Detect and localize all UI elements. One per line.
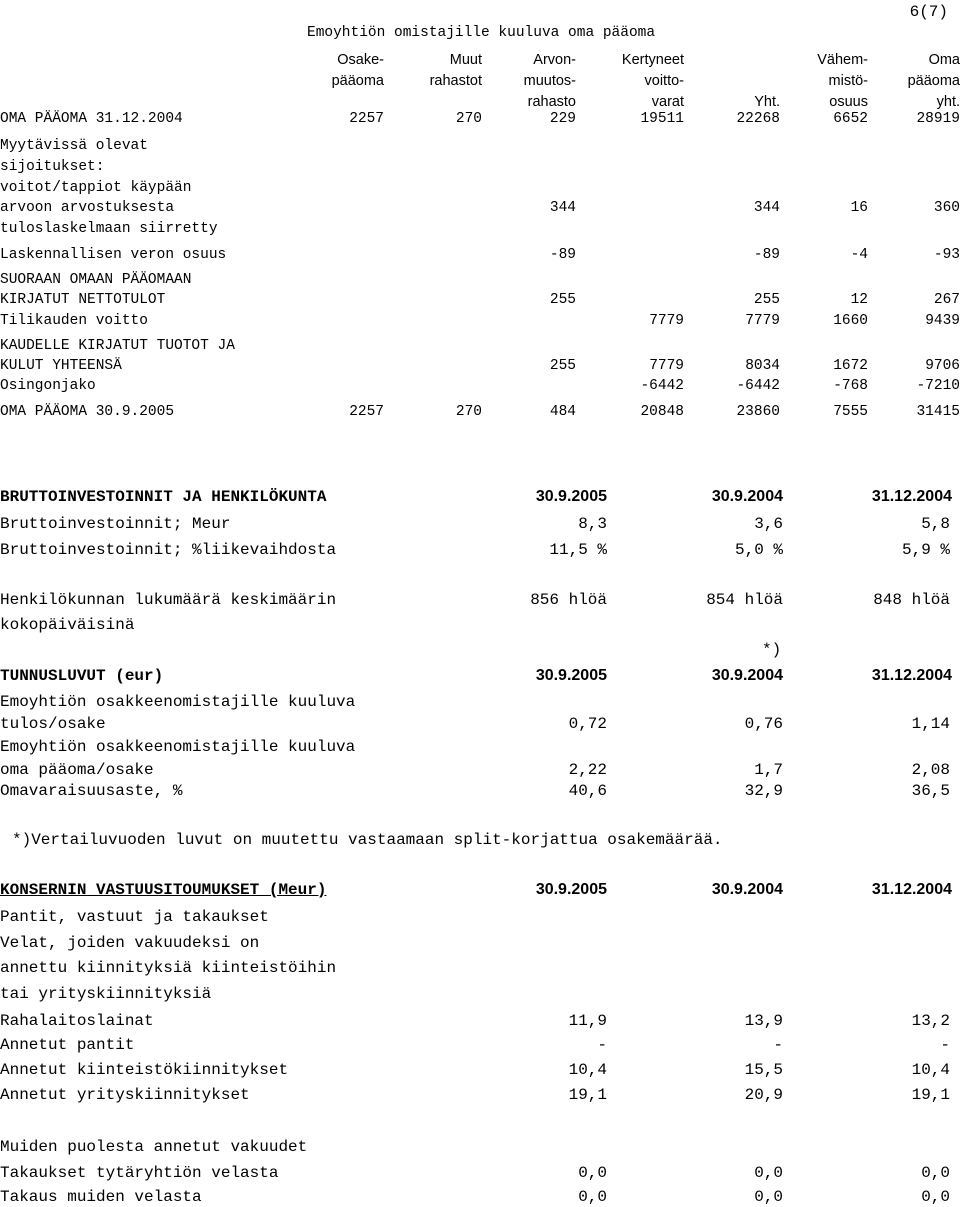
equity-cell: 28919 xyxy=(916,111,960,127)
equity-row-label: Myytävissä olevat xyxy=(0,138,148,154)
commitments-cell: 0,0 xyxy=(921,1164,950,1182)
key_figures-cell: 1,14 xyxy=(911,715,950,733)
investments-row-label: kokopäiväisinä xyxy=(0,616,135,634)
key_figures-row-label: Emoyhtiön osakkeenomistajille kuuluva xyxy=(0,693,356,711)
key_figures-col-header: 31.12.2004 xyxy=(871,667,952,684)
equity-row-label: sijoitukset: xyxy=(0,159,105,175)
investments-cell: 5,0 % xyxy=(734,541,783,559)
commitments-cell: 19,1 xyxy=(911,1086,950,1104)
commitments-cell: 0,0 xyxy=(754,1164,783,1182)
equity-cell: 360 xyxy=(933,200,960,216)
equity-column-header: Vähem- xyxy=(817,52,868,68)
equity-cell: 7779 xyxy=(649,313,684,329)
equity-cell: 19511 xyxy=(640,111,684,127)
investments-cell: 5,9 % xyxy=(901,541,950,559)
commitments-col-header: 30.9.2004 xyxy=(711,881,783,898)
commitments-col-header: 31.12.2004 xyxy=(871,881,952,898)
equity-row-label: Osingonjako xyxy=(0,378,96,394)
equity-cell: 7555 xyxy=(833,404,868,420)
equity-cell: 9706 xyxy=(925,358,960,374)
equity-column-header: Yht. xyxy=(754,94,780,110)
investments-row-label: Bruttoinvestoinnit; Meur xyxy=(0,515,231,533)
equity-column-header: yht. xyxy=(936,94,960,110)
commitments-cell: - xyxy=(940,1036,950,1054)
equity-cell: -7210 xyxy=(916,378,960,394)
equity-cell: -768 xyxy=(833,378,868,394)
equity-column-header: mistö- xyxy=(828,73,868,89)
commitments-cell: - xyxy=(597,1036,607,1054)
equity-column-header: Kertyneet xyxy=(621,52,684,68)
commitments-cell: 0,0 xyxy=(754,1188,783,1206)
equity-column-header: Arvon- xyxy=(533,52,576,68)
key_figures-row-label: Emoyhtiön osakkeenomistajille kuuluva xyxy=(0,738,356,756)
investments-cell: 848 hlöä xyxy=(873,591,950,609)
commitments-row-label: Pantit, vastuut ja takaukset xyxy=(0,908,269,926)
commitments-cell: - xyxy=(773,1036,783,1054)
equity-row-label: Laskennallisen veron osuus xyxy=(0,247,227,263)
key_figures-row-label: oma pääoma/osake xyxy=(0,761,154,779)
equity-cell: -93 xyxy=(933,247,960,263)
key_figures-cell: 2,08 xyxy=(911,761,950,779)
equity-row-label: OMA PÄÄOMA 30.9.2005 xyxy=(0,404,175,420)
equity-cell: 1660 xyxy=(833,313,868,329)
investments-title: BRUTTOINVESTOINNIT JA HENKILÖKUNTA xyxy=(0,488,327,506)
commitments-cell: 0,0 xyxy=(921,1188,950,1206)
page-number: 6(7) xyxy=(909,3,948,21)
investments-cell: 5,8 xyxy=(921,515,950,533)
commitments-cell: 13,2 xyxy=(911,1012,950,1030)
equity-cell: 229 xyxy=(549,111,576,127)
equity-cell: 7779 xyxy=(745,313,780,329)
footnote-mark: *) xyxy=(762,641,782,659)
commitments-cell: 19,1 xyxy=(568,1086,607,1104)
key_figures-title: TUNNUSLUVUT (eur) xyxy=(0,667,164,685)
equity-column-header: Oma xyxy=(928,52,960,68)
equity-cell: 484 xyxy=(549,404,576,420)
equity-cell: 7779 xyxy=(649,358,684,374)
equity-cell: 255 xyxy=(753,292,780,308)
equity-cell: 1672 xyxy=(833,358,868,374)
investments-col-header: 30.9.2004 xyxy=(711,488,783,505)
equity-cell: 255 xyxy=(549,292,576,308)
equity-row-label: KULUT YHTEENSÄ xyxy=(0,358,122,374)
equity-row-label: arvoon arvostuksesta xyxy=(0,200,175,216)
commitments-cell: 0,0 xyxy=(578,1188,607,1206)
commitments-row-label: Velat, joiden vakuudeksi on xyxy=(0,934,260,952)
equity-cell: 20848 xyxy=(640,404,684,420)
equity-cell: -89 xyxy=(753,247,780,263)
key_figures-col-header: 30.9.2004 xyxy=(711,667,783,684)
commitments-cell: 11,9 xyxy=(568,1012,607,1030)
equity-column-header: pääoma xyxy=(331,73,384,89)
investments-col-header: 30.9.2005 xyxy=(535,488,607,505)
commitments-row-label: annettu kiinnityksiä kiinteistöihin xyxy=(0,959,337,977)
equity-cell: 23860 xyxy=(736,404,780,420)
equity-row-label: SUORAAN OMAAN PÄÄOMAAN xyxy=(0,272,192,288)
equity-cell: 344 xyxy=(753,200,780,216)
key_figures-cell: 32,9 xyxy=(744,782,783,800)
equity-cell: -4 xyxy=(850,247,868,263)
equity-cell: 2257 xyxy=(349,404,384,420)
commitments-title: KONSERNIN VASTUUSITOUMUKSET (Meur) xyxy=(0,881,327,899)
equity-column-header: varat xyxy=(651,94,684,110)
equity-column-header: Muut xyxy=(449,52,482,68)
key_figures-cell: 2,22 xyxy=(568,761,607,779)
equity-column-header: osuus xyxy=(829,94,868,110)
investments-cell: 856 hlöä xyxy=(530,591,607,609)
equity-cell: 267 xyxy=(933,292,960,308)
commitments-cell: 20,9 xyxy=(744,1086,783,1104)
equity-cell: -6442 xyxy=(736,378,780,394)
key_figures-cell: 40,6 xyxy=(568,782,607,800)
equity-cell: 31415 xyxy=(916,404,960,420)
equity-cell: -6442 xyxy=(640,378,684,394)
equity-cell: -89 xyxy=(549,247,576,263)
commitments-cell: 15,5 xyxy=(744,1061,783,1079)
key_figures-cell: 0,76 xyxy=(744,715,783,733)
commitments-row-label: Muiden puolesta annetut vakuudet xyxy=(0,1138,308,1156)
commitments-col-header: 30.9.2005 xyxy=(535,881,607,898)
investments-cell: 8,3 xyxy=(578,515,607,533)
equity-cell: 270 xyxy=(455,111,482,127)
investments-cell: 11,5 % xyxy=(549,541,607,559)
equity-cell: 2257 xyxy=(349,111,384,127)
commitments-row-label: tai yrityskiinnityksiä xyxy=(0,985,212,1003)
commitments-row-label: Annetut yrityskiinnitykset xyxy=(0,1086,250,1104)
equity-row-label: voitot/tappiot käypään xyxy=(0,180,192,196)
equity-column-header: voitto- xyxy=(644,73,684,89)
investments-col-header: 31.12.2004 xyxy=(871,488,952,505)
equity-column-header: rahastot xyxy=(429,73,482,89)
key_figures-row-label: Omavaraisuusaste, % xyxy=(0,782,183,800)
commitments-row-label: Annetut kiinteistökiinnitykset xyxy=(0,1061,289,1079)
equity-cell: 270 xyxy=(455,404,482,420)
equity-row-label: Tilikauden voitto xyxy=(0,313,148,329)
key_figures-cell: 0,72 xyxy=(568,715,607,733)
equity-cell: 8034 xyxy=(745,358,780,374)
commitments-row-label: Rahalaitoslainat xyxy=(0,1012,154,1030)
equity-column-header: Osake- xyxy=(337,52,384,68)
investments-cell: 3,6 xyxy=(754,515,783,533)
equity-row-label: tuloslaskelmaan siirretty xyxy=(0,221,218,237)
equity-row-label: KAUDELLE KIRJATUT TUOTOT JA xyxy=(0,338,235,354)
commitments-row-label: Takaukset tytäryhtiön velasta xyxy=(0,1164,279,1182)
equity-cell: 22268 xyxy=(736,111,780,127)
equity-cell: 16 xyxy=(850,200,868,216)
investments-row-label: Bruttoinvestoinnit; %liikevaihdosta xyxy=(0,541,337,559)
commitments-row-label: Annetut pantit xyxy=(0,1036,135,1054)
commitments-cell: 10,4 xyxy=(911,1061,950,1079)
commitments-cell: 13,9 xyxy=(744,1012,783,1030)
equity-group-title: Emoyhtiön omistajille kuuluva oma pääoma xyxy=(307,25,656,41)
equity-row-label: KIRJATUT NETTOTULOT xyxy=(0,292,166,308)
equity-cell: 344 xyxy=(549,200,576,216)
footnote-text: *)Vertailuvuoden luvut on muutettu vastaamaan split-korjattua osakemäärää. xyxy=(12,831,723,849)
commitments-cell: 10,4 xyxy=(568,1061,607,1079)
key_figures-col-header: 30.9.2005 xyxy=(535,667,607,684)
equity-column-header: pääoma xyxy=(907,73,960,89)
equity-column-header: muutos- xyxy=(523,73,576,89)
equity-cell: 6652 xyxy=(833,111,868,127)
equity-row-label: OMA PÄÄOMA 31.12.2004 xyxy=(0,111,183,127)
equity-column-header: rahasto xyxy=(527,94,576,110)
investments-row-label: Henkilökunnan lukumäärä keskimäärin xyxy=(0,591,337,609)
commitments-cell: 0,0 xyxy=(578,1164,607,1182)
commitments-row-label: Takaus muiden velasta xyxy=(0,1188,202,1206)
investments-cell: 854 hlöä xyxy=(706,591,783,609)
equity-cell: 255 xyxy=(549,358,576,374)
equity-cell: 9439 xyxy=(925,313,960,329)
equity-cell: 12 xyxy=(850,292,868,308)
key_figures-cell: 36,5 xyxy=(911,782,950,800)
key_figures-cell: 1,7 xyxy=(754,761,783,779)
key_figures-row-label: tulos/osake xyxy=(0,715,106,733)
